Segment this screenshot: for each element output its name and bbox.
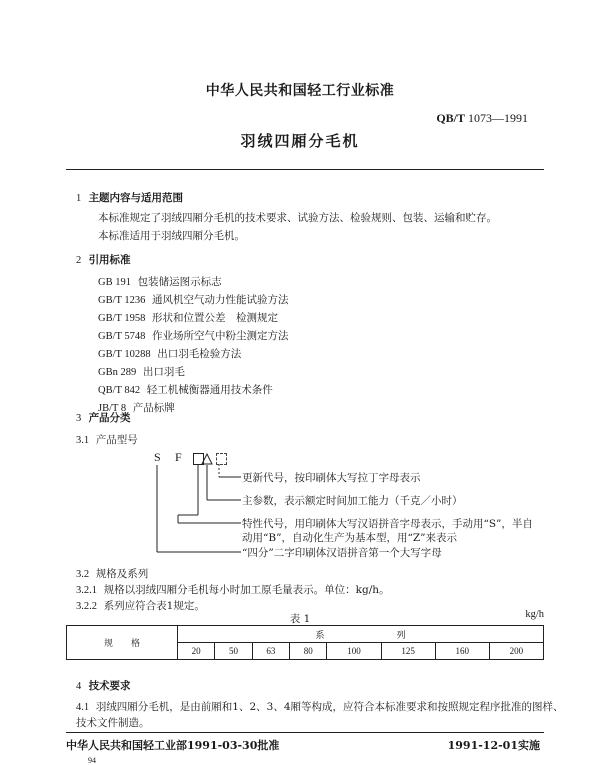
section-3-2-heading: 3.2 规格及系列	[76, 568, 149, 580]
approval-statement: 中华人民共和国轻工业部1991-03-30批准	[66, 739, 280, 752]
table-row-label: 规 格	[67, 626, 178, 660]
issuing-organization: 中华人民共和国轻工行业标准	[205, 83, 395, 99]
section-3-heading: 3 产品分类	[76, 412, 131, 424]
table-cell: 160	[435, 643, 489, 660]
section-1-paragraph-2: 本标准适用于羽绒四厢分毛机。	[98, 230, 245, 242]
table-cell: 100	[327, 643, 381, 660]
footer-divider	[66, 732, 544, 733]
main-parameter-triangle	[202, 454, 212, 464]
section-3-2-1: 3.2.1 规格以羽绒四厢分毛机每小时加工原毛量表示。单位：kg/h。	[76, 584, 390, 596]
section-3-2-2: 3.2.2 系列应符合表1规定。	[76, 600, 205, 612]
table-1-caption: 表 1	[289, 613, 311, 625]
update-code-box	[216, 453, 227, 465]
table-cell: 20	[178, 643, 215, 660]
section-1-paragraph-1: 本标准规定了羽绒四厢分毛机的技术要求、试验方法、检验规则、包装、运输和贮存。	[98, 212, 497, 224]
section-2-heading: 2 引用标准	[76, 254, 131, 266]
section-3-1-heading: 3.1 产品型号	[76, 434, 138, 446]
page-number: 94	[88, 756, 96, 765]
model-letter-s: S	[154, 450, 161, 464]
annotation-feature-code-line1: 特性代号，用印刷体大写汉语拼音字母表示，手动用“S”，半自	[242, 518, 533, 530]
table-cell: 200	[489, 643, 543, 660]
annotation-main-parameter: 主参数，表示额定时间加工能力（千克／小时）	[242, 495, 463, 507]
document-title: 羽绒四厢分毛机	[240, 132, 360, 150]
reference-item: GB 191 包装储运图示标志	[98, 276, 222, 288]
table-1	[66, 625, 544, 660]
table-cell: 80	[290, 643, 327, 660]
reference-item: GB/T 1958 形状和位置公差 检测规定	[98, 312, 279, 324]
annotation-feature-code-line2: 动用“B”，自动化生产为基本型，用“Z”来表示	[242, 532, 457, 544]
reference-item: GBn 289 出口羽毛	[98, 366, 185, 378]
table-cell: 63	[252, 643, 289, 660]
section-4-1-line2: 技术文件制造。	[76, 717, 150, 729]
reference-item: GB/T 10288 出口羽毛检验方法	[98, 348, 242, 360]
table-1-unit: kg/h	[525, 609, 544, 620]
section-4-heading: 4 技术要求	[76, 680, 131, 692]
implementation-date: 1991-12-01实施	[447, 739, 540, 752]
reference-item: QB/T 842 轻工机械衡器通用技术条件	[98, 384, 273, 396]
reference-item: GB/T 1236 通风机空气动力性能试验方法	[98, 294, 289, 306]
annotation-update-code: 更新代号，按印刷体大写拉丁字母表示	[242, 472, 421, 484]
reference-item: GB/T 5748 作业场所空气中粉尘测定方法	[98, 330, 289, 342]
table-group-label: 系 列	[178, 626, 544, 643]
model-letter-f: F	[175, 450, 182, 464]
section-1-heading: 1 主题内容与适用范围	[76, 192, 184, 204]
annotation-four-pinyin: “四分”二字印刷体汉语拼音第一个大写字母	[242, 547, 442, 559]
reference-item: JB/T 8 产品标牌	[98, 402, 175, 414]
standard-code-number: 1073—1991	[468, 111, 528, 125]
section-4-1-line1: 4.1 羽绒四厢分毛机，是由前厢和1、2、3、4厢等构成，应符合本标准要求和按照规定程序批准的图样、	[76, 701, 564, 713]
standard-code-prefix: QB/T	[436, 111, 465, 125]
table-cell: 125	[381, 643, 435, 660]
table-row	[67, 626, 544, 643]
table-cell: 50	[215, 643, 252, 660]
